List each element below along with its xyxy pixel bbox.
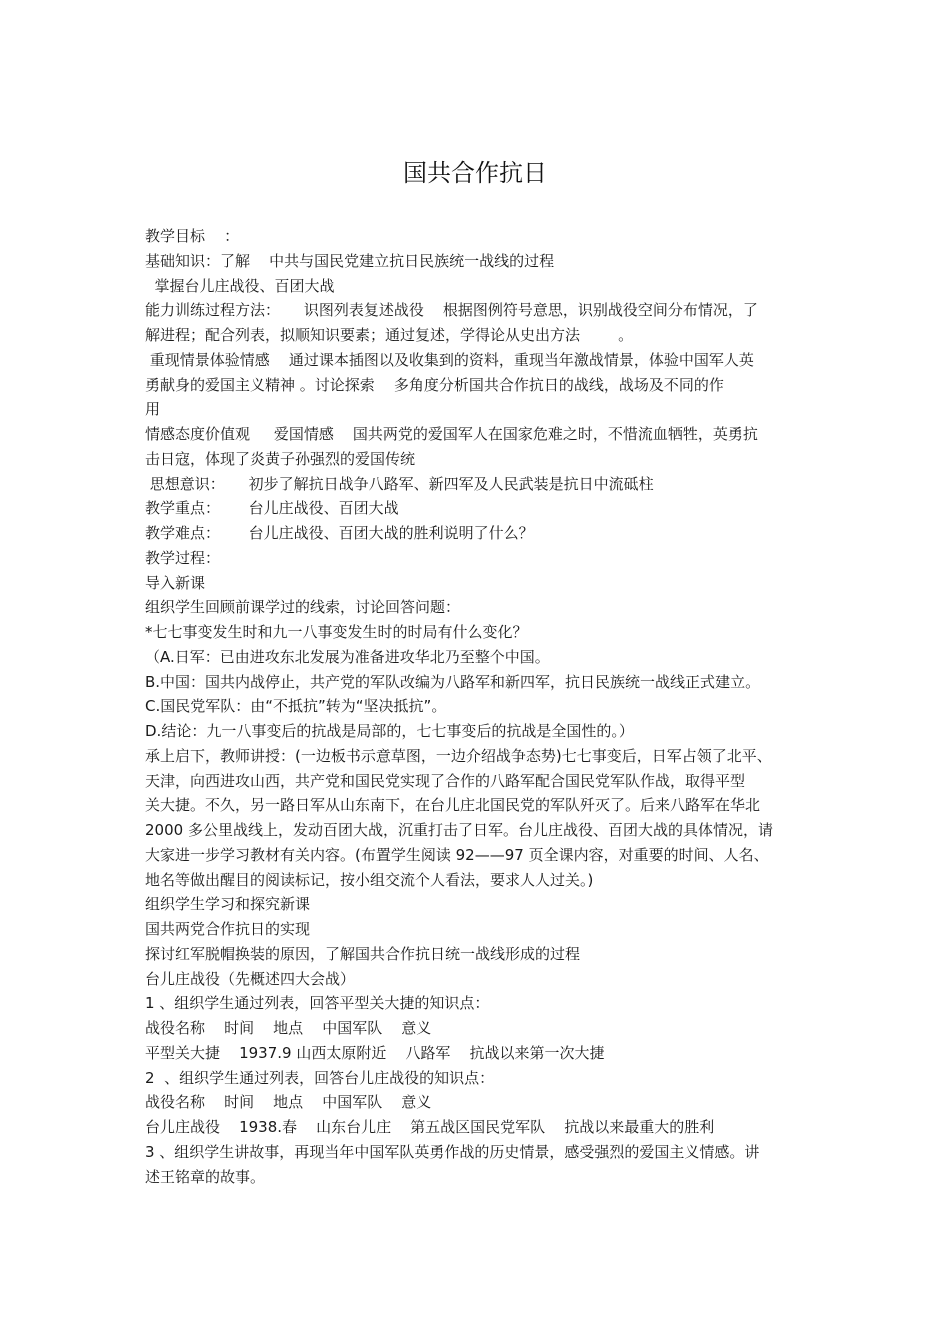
text-line: 2000 多公里战线上，发动百团大战，沉重打击了日军。台儿庄战役、百团大战的具体情况，请 (145, 821, 773, 839)
text-line: 台儿庄战役 1938.春 山东台儿庄 第五战区国民党军队 抗战以来最重大的胜利 (145, 1118, 715, 1136)
text-line: 台儿庄战役（先概述四大会战） (145, 969, 356, 988)
text-line: 2 、组织学生通过列表，回答台儿庄战役的知识点： (145, 1068, 495, 1087)
document-body (145, 224, 817, 1189)
text-line: 教学重点： 台儿庄战役、百团大战 (145, 499, 399, 518)
text-line: 大家进一步学习教材有关内容。(布置学生阅读 92——97 页全课内容，对重要的时间、人名、 (145, 845, 769, 864)
text-line: 组织学生学习和探究新课 (145, 895, 311, 914)
text-line: 天津，向西进攻山西，共产党和国民党实现了合作的八路军配合国民党军队作战，取得平型 (145, 771, 746, 790)
text-line: 勇献身的爱国主义精神 。讨论探索 多角度分析国共合作抗日的战线，战场及不同的作 (145, 375, 724, 394)
text-line: C.国民党军队：由“不抵抗”转为“坚决抵抗”。 (145, 697, 447, 716)
text-line: 重现情景体验情感 通过课本插图以及收集到的资料，重现当年激战情景，体验中国军人英 (145, 350, 754, 369)
text-line: 组织学生回顾前课学过的线索，讨论回答问题： (145, 598, 461, 617)
text-line: 思想意识： 初步了解抗日战争八路军、新四军及人民武装是抗日中流砥柱 (145, 474, 654, 493)
text-line: 1 、组织学生通过列表，回答平型关大捷的知识点： (145, 994, 490, 1013)
text-line: 承上启下，教师讲授：(一边板书示意草图，一边介绍战争态势)七七事变后，日军占领了北平、 (145, 746, 772, 765)
text-line: 战役名称 时间 地点 中国军队 意义 (145, 1019, 432, 1037)
text-line: 述王铭章的故事。 (145, 1167, 266, 1186)
text-line: B.中国：国共内战停止，共产党的军队改编为八路军和新四军，抗日民族统一战线正式建立。 (145, 672, 761, 691)
document-title: 国共合作抗日 (403, 159, 547, 187)
text-line: 击日寇，体现了炎黄子孙强烈的爱国传统 (145, 449, 416, 468)
text-line: （A.日军：已由进攻东北发展为准备进攻华北乃至整个中国。 (145, 647, 550, 666)
text-line: 教学过程： (145, 548, 221, 567)
text-line: 地名等做出醒目的阅读标记，按小组交流个人看法，要求人人过关。) (145, 870, 594, 889)
text-line: 掌握台儿庄战役、百团大战 (145, 276, 335, 295)
text-line: 教学目标 ： (145, 227, 240, 245)
text-line: 战役名称 时间 地点 中国军队 意义 (145, 1093, 432, 1112)
text-line: 解进程；配合列表，拟顺知识要素；通过复述，学得论从史出方法 。 (145, 326, 634, 344)
text-line: 国共两党合作抗日的实现 (145, 920, 311, 938)
text-line: *七七事变发生时和九一八事变发生时的时局有什么变化？ (145, 623, 528, 641)
text-line: 基础知识：了解 中共与国民党建立抗日民族统一战线的过程 (145, 251, 555, 270)
text-line: 3 、组织学生讲故事，再现当年中国军队英勇作战的历史情景，感受强烈的爱国主义情感。讲 (145, 1142, 760, 1161)
text-line: 情感态度价值观 爱国情感 国共两党的爱国军人在国家危难之时，不惜流血牺牲，英勇抗 (145, 425, 758, 443)
text-line: 用 (145, 400, 161, 419)
text-line: 平型关大捷 1937.9 山西太原附近 八路军 抗战以来第一次大捷 (145, 1043, 605, 1062)
text-line: 关大捷。不久，另一路日军从山东南下，在台儿庄北国民党的军队歼灭了。后来八路军在华北 (145, 796, 761, 815)
text-line: 导入新课 (145, 573, 206, 592)
text-line: D.结论：九一八事变后的抗战是局部的，七七事变后的抗战是全国性的。） (145, 722, 634, 740)
text-line: 教学难点： 台儿庄战役、百团大战的胜利说明了什么？ (145, 524, 534, 542)
text-line: 探讨红军脱帽换装的原因，了解国共合作抗日统一战线形成的过程 (145, 944, 581, 963)
text-line: 能力训练过程方法： 识图列表复述战役 根据图例符号意思，识别战役空间分布情况，了 (145, 301, 758, 320)
